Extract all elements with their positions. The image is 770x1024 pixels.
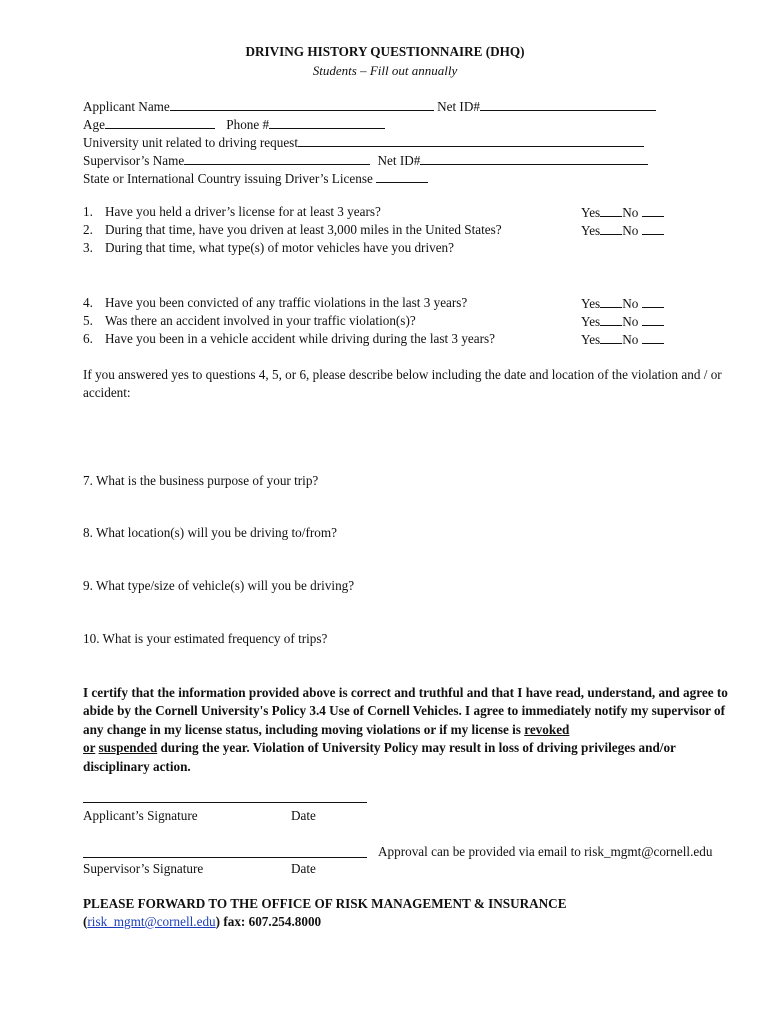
applicant-signature-line[interactable]	[83, 790, 367, 803]
or-word: or	[83, 740, 96, 756]
question-row	[83, 222, 502, 238]
describe-instruction: If you answered yes to questions 4, 5, or 6, please describe below including the date and location of the violation and / or accident:	[83, 367, 722, 400]
license-state-field[interactable]	[376, 170, 428, 183]
question-number: 5.	[83, 313, 93, 328]
yes-field[interactable]	[600, 331, 622, 344]
question-number: 4.	[83, 295, 93, 310]
question-text: Have you been in a vehicle accident while driving during the last 3 years?	[105, 331, 495, 346]
no-field[interactable]	[642, 295, 664, 308]
unit-label: University unit related to driving request	[83, 135, 298, 150]
phone-label: Phone #	[226, 117, 270, 132]
forward-instruction: PLEASE FORWARD TO THE OFFICE OF RISK MANAGEMENT & INSURANCE	[83, 896, 567, 911]
question-purpose: 7. What is the business purpose of your trip?	[83, 473, 319, 488]
applicant-signature-label: Applicant’s Signature	[83, 808, 198, 823]
unit-row	[83, 134, 644, 151]
yes-label: Yes	[581, 205, 601, 220]
email-link[interactable]: risk_mgmt@cornell.edu	[87, 914, 216, 929]
yes-label: Yes	[581, 314, 601, 329]
certification-text-end: during the year. Violation of University Policy may result in loss of driving privileges and/or disciplinary action.	[83, 740, 676, 774]
certification-statement	[83, 684, 733, 776]
yes-field[interactable]	[600, 313, 622, 326]
no-field[interactable]	[642, 222, 664, 235]
question-number: 6.	[83, 331, 93, 346]
question-frequency: 10. What is your estimated frequency of trips?	[83, 631, 328, 646]
age-label: Age	[83, 117, 105, 132]
applicant-name-row	[83, 98, 656, 115]
applicant-name-field[interactable]	[170, 98, 434, 111]
license-state-row	[83, 170, 428, 187]
approval-note: Approval can be provided via email to risk_mgmt@cornell.edu	[378, 844, 713, 859]
question-number: 3.	[83, 240, 93, 255]
contact-line	[83, 914, 321, 930]
yes-no-answer	[581, 295, 664, 312]
question-text: During that time, have you driven at least 3,000 miles in the United States?	[105, 222, 502, 237]
question-row	[83, 331, 495, 347]
supervisor-row	[83, 152, 648, 169]
open-paren: (	[83, 914, 88, 929]
no-label: No	[622, 205, 639, 220]
question-text: Have you held a driver’s license for at least 3 years?	[105, 204, 381, 219]
question-text: Was there an accident involved in your traffic violation(s)?	[105, 313, 416, 328]
no-field[interactable]	[642, 331, 664, 344]
applicant-name-label: Applicant Name	[83, 99, 170, 114]
question-number: 2.	[83, 222, 93, 237]
supervisor-date-label: Date	[291, 861, 316, 876]
unit-field[interactable]	[298, 134, 644, 147]
question-row	[83, 204, 381, 220]
no-field[interactable]	[642, 313, 664, 326]
page-subtitle: Students – Fill out annually	[312, 63, 458, 78]
yes-no-answer	[581, 222, 664, 239]
phone-field[interactable]	[269, 116, 385, 129]
page-title: DRIVING HISTORY QUESTIONNAIRE (DHQ)	[245, 44, 525, 59]
yes-field[interactable]	[600, 295, 622, 308]
question-row	[83, 295, 467, 311]
suspended-word: suspended	[98, 740, 158, 756]
yes-label: Yes	[581, 296, 601, 311]
no-label: No	[622, 296, 639, 311]
question-number: 1.	[83, 204, 93, 219]
supervisor-net-id-label: Net ID#	[377, 153, 421, 168]
applicant-date-label: Date	[291, 808, 316, 823]
no-label: No	[622, 332, 639, 347]
age-field[interactable]	[105, 116, 215, 129]
yes-label: Yes	[581, 332, 601, 347]
question-locations: 8. What location(s) will you be driving to/from?	[83, 525, 337, 540]
question-row	[83, 313, 416, 329]
no-field[interactable]	[642, 204, 664, 217]
yes-field[interactable]	[600, 204, 622, 217]
question-text: Have you been convicted of any traffic violations in the last 3 years?	[105, 295, 468, 310]
no-label: No	[622, 314, 639, 329]
supervisor-net-id-field[interactable]	[420, 152, 648, 165]
certification-text: I certify that the information provided above is correct and truthful and that I have read, understand, and agree to abide by the Cornell University's Policy 3.4 Use of Cornell Vehicles. I agree to immediately notify my supervisor of any change in my license status, including moving violations or if my license is	[83, 685, 728, 737]
yes-no-answer	[581, 313, 664, 330]
revoked-word: revoked	[524, 721, 570, 737]
net-id-label: Net ID#	[437, 99, 480, 114]
license-state-label: State or International Country issuing Driver’s License	[83, 171, 373, 186]
yes-no-answer	[581, 204, 664, 221]
supervisor-name-field[interactable]	[184, 152, 370, 165]
supervisor-signature-line[interactable]	[83, 845, 367, 858]
question-vehicle-type: 9. What type/size of vehicle(s) will you be driving?	[83, 578, 355, 593]
question-row	[83, 240, 454, 256]
fax-number: ) fax: 607.254.8000	[215, 914, 322, 929]
net-id-field[interactable]	[480, 98, 656, 111]
age-phone-row	[83, 116, 385, 133]
no-label: No	[622, 223, 639, 238]
supervisor-signature-label: Supervisor’s Signature	[83, 861, 204, 876]
supervisor-name-label: Supervisor’s Name	[83, 153, 185, 168]
yes-no-answer	[581, 331, 664, 348]
question-text: During that time, what type(s) of motor vehicles have you driven?	[105, 240, 455, 255]
yes-field[interactable]	[600, 222, 622, 235]
yes-label: Yes	[581, 223, 601, 238]
